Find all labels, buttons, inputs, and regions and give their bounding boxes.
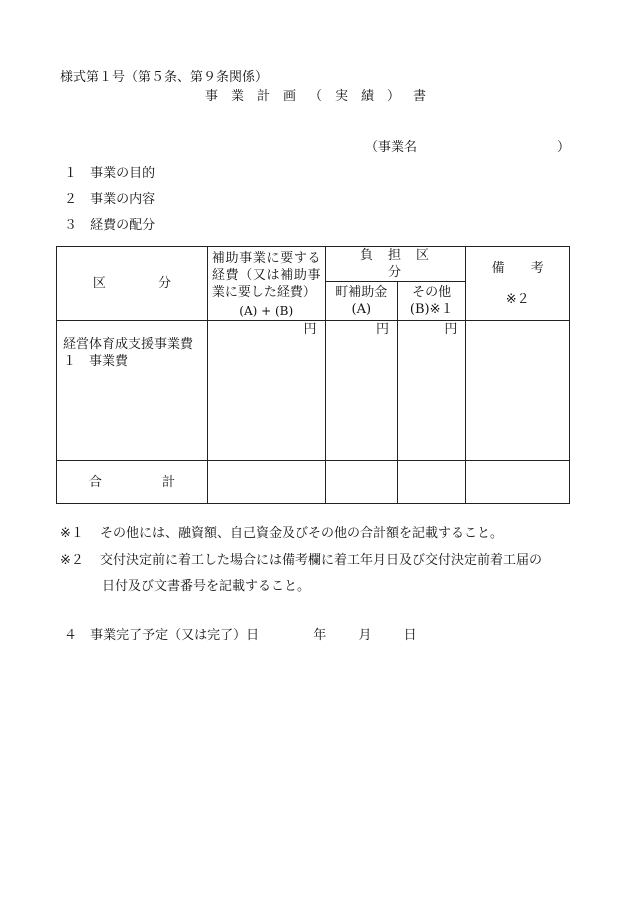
header-division xyxy=(57,247,208,321)
total-amount-cell[interactable] xyxy=(207,321,325,461)
footnote-text: 交付決定前に着工した場合には備考欄に着工年月日及び交付決定前着工届の xyxy=(100,553,543,568)
sum-town-cell[interactable] xyxy=(325,461,397,504)
town-amount-cell[interactable] xyxy=(325,321,397,461)
business-name-label: （事業名 xyxy=(365,140,418,155)
yen-unit: 円 xyxy=(303,322,317,337)
header-town-label: 町補助金 xyxy=(335,285,388,300)
section-number: ２ xyxy=(64,192,78,207)
header-remarks-char: 備 xyxy=(491,260,505,276)
header-total-formula: (A) + (B) xyxy=(239,304,294,318)
header-share-char: 区 xyxy=(415,248,431,263)
total-label-left: 合 xyxy=(88,474,102,490)
table-row-total xyxy=(57,461,570,504)
remarks-cell[interactable] xyxy=(466,321,570,461)
yen-unit: 円 xyxy=(375,322,389,337)
sum-total-cell[interactable] xyxy=(207,461,325,504)
total-label-right: 計 xyxy=(161,474,175,490)
table-row-expense xyxy=(57,321,570,461)
expense-category: 経営体育成支援事業費 xyxy=(63,337,194,352)
business-name-close: ） xyxy=(557,140,571,155)
section-expense-allocation xyxy=(64,214,155,233)
header-other xyxy=(397,282,465,321)
header-total-expense xyxy=(207,247,325,321)
header-remarks-mark: ※２ xyxy=(505,291,530,307)
header-remarks-char: 考 xyxy=(530,260,544,276)
expense-subcategory: １ 事業費 xyxy=(63,354,129,369)
document-title: 事業計画（実績）書 xyxy=(205,89,440,104)
section-label: 事業の内容 xyxy=(90,192,156,207)
header-other-label: その他 xyxy=(412,285,452,300)
header-division-left: 区 xyxy=(92,276,106,291)
sum-remarks-cell[interactable] xyxy=(466,461,570,504)
header-share-char: 担 xyxy=(387,248,403,263)
sum-other-cell[interactable] xyxy=(397,461,465,504)
header-total-label: 補助事業に要する経費（又は補助事業に要した経費） xyxy=(211,251,321,300)
header-share-char: 分 xyxy=(387,265,403,280)
section-number: ３ xyxy=(64,218,78,233)
footnote-mark: ※２ xyxy=(60,553,84,568)
footnote-2 xyxy=(60,549,542,568)
section-label: 事業完了予定（又は完了）日 xyxy=(90,628,260,643)
header-town-subsidy xyxy=(325,282,397,321)
form-number: 様式第１号（第５条、第９条関係） xyxy=(60,70,269,85)
expense-table xyxy=(56,246,570,504)
footnote-text: 日付及び文書番号を記載すること。 xyxy=(102,579,311,594)
yen-unit: 円 xyxy=(444,322,458,337)
section-number: ４ xyxy=(64,628,78,643)
footnote-1 xyxy=(60,522,503,541)
footnote-2-continued xyxy=(102,575,310,594)
expense-category-cell xyxy=(57,321,208,461)
other-amount-cell[interactable] xyxy=(397,321,465,461)
header-town-code: (A) xyxy=(351,302,372,317)
header-burden-share xyxy=(325,247,466,282)
header-share-char: 負 xyxy=(359,248,375,263)
total-label-cell xyxy=(57,461,208,504)
section-completion-date xyxy=(64,624,417,643)
header-other-code: (B)※１ xyxy=(409,302,454,317)
section-label: 経費の配分 xyxy=(90,218,156,233)
day-label: 日 xyxy=(403,628,417,643)
header-division-right: 分 xyxy=(157,276,171,291)
section-purpose xyxy=(64,162,155,181)
footnote-mark: ※１ xyxy=(60,526,84,541)
month-label: 月 xyxy=(358,628,372,643)
section-number: １ xyxy=(64,166,78,181)
footnote-text: その他には、融資額、自己資金及びその他の合計額を記載すること。 xyxy=(100,526,504,541)
year-label: 年 xyxy=(313,628,327,643)
header-remarks xyxy=(466,247,570,321)
section-content xyxy=(64,188,155,207)
section-label: 事業の目的 xyxy=(90,166,156,181)
